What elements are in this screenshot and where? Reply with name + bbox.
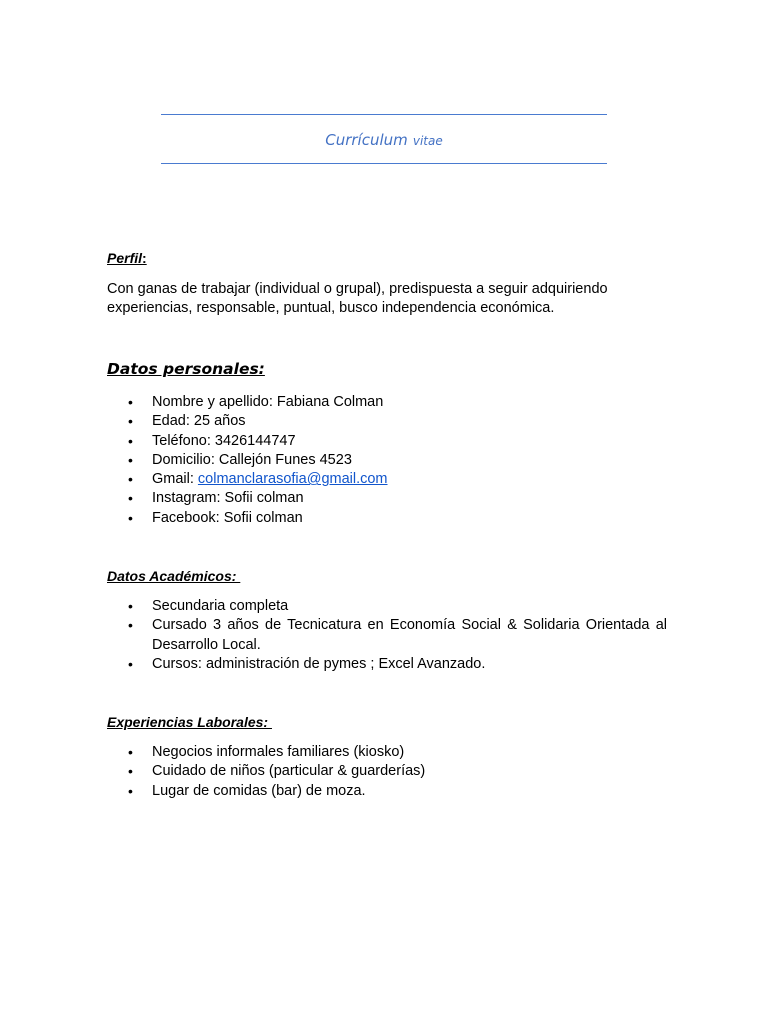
- list-item-text: Edad: 25 años: [152, 413, 246, 430]
- bullet-icon: •: [128, 782, 133, 799]
- bullet-icon: •: [128, 413, 133, 430]
- list-item: [107, 509, 667, 528]
- list-item: [107, 451, 667, 470]
- bullet-icon: •: [128, 394, 133, 410]
- perfil-heading-label: Perfil: [107, 250, 143, 266]
- bullet-icon: •: [128, 451, 133, 468]
- perfil-text: Con ganas de trabajar (individual o grupal), predispuesta a seguir adquiriendo experiencias, responsable, puntual, busco independencia económica.: [107, 281, 608, 316]
- list-item: [107, 782, 667, 801]
- list-item: [107, 432, 667, 451]
- list-item-text: Facebook: Sofii colman: [152, 509, 303, 526]
- list-item-text: Cuidado de niños (particular & guarderías): [152, 763, 426, 780]
- bullet-icon: •: [128, 763, 133, 780]
- perfil-heading: [107, 250, 147, 266]
- document-title: [325, 131, 443, 150]
- bullet-icon: •: [128, 509, 133, 526]
- gmail-label: Gmail:: [152, 471, 198, 488]
- gmail-link[interactable]: colmanclarasofia@gmail.com: [197, 471, 388, 488]
- list-item-text: Domicilio: Callejón Funes 4523: [152, 451, 352, 468]
- list-item-text: Negocios informales familiares (kiosko): [152, 744, 405, 760]
- bullet-icon: •: [128, 471, 133, 488]
- list-item-text: Lugar de comidas (bar) de moza.: [152, 782, 366, 799]
- datos-academicos-heading: Datos Académicos:: [107, 568, 241, 584]
- list-item-text: Cursado 3 años de Tecnicatura en Economía Social & Solidaria Orientada al Desarrollo Local.: [152, 617, 667, 653]
- bullet-icon: •: [128, 744, 133, 760]
- list-item: [107, 616, 667, 655]
- experiencias-list: [107, 743, 667, 801]
- title-sub: vitae: [412, 134, 443, 148]
- list-item: [107, 412, 667, 431]
- perfil-heading-colon: :: [142, 250, 147, 266]
- list-item-gmail: [107, 470, 667, 489]
- list-item-text: Cursos: administración de pymes ; Excel Avanzado.: [152, 655, 486, 672]
- bullet-icon: •: [128, 617, 133, 634]
- list-item-text: Instagram: Sofii colman: [152, 490, 304, 507]
- list-item-text: Secundaria completa: [152, 598, 289, 614]
- bullet-icon: •: [128, 655, 133, 672]
- title-main: Currículum: [325, 131, 408, 149]
- list-item: [107, 655, 667, 674]
- list-item: [107, 489, 667, 508]
- experiencias-heading: Experiencias Laborales:: [107, 714, 272, 730]
- list-item: [107, 393, 667, 412]
- list-item: [107, 597, 667, 616]
- title-block: [161, 114, 607, 164]
- datos-academicos-list: [107, 597, 667, 674]
- bullet-icon: •: [128, 490, 133, 507]
- bullet-icon: •: [128, 598, 133, 614]
- datos-personales-list: [107, 393, 667, 528]
- datos-personales-heading: Datos personales:: [107, 360, 265, 378]
- bullet-icon: •: [128, 432, 133, 449]
- list-item: [107, 762, 667, 781]
- list-item-text: Teléfono: 3426144747: [152, 432, 296, 449]
- list-item-text: Nombre y apellido: Fabiana Colman: [152, 394, 384, 410]
- list-item: [107, 743, 667, 762]
